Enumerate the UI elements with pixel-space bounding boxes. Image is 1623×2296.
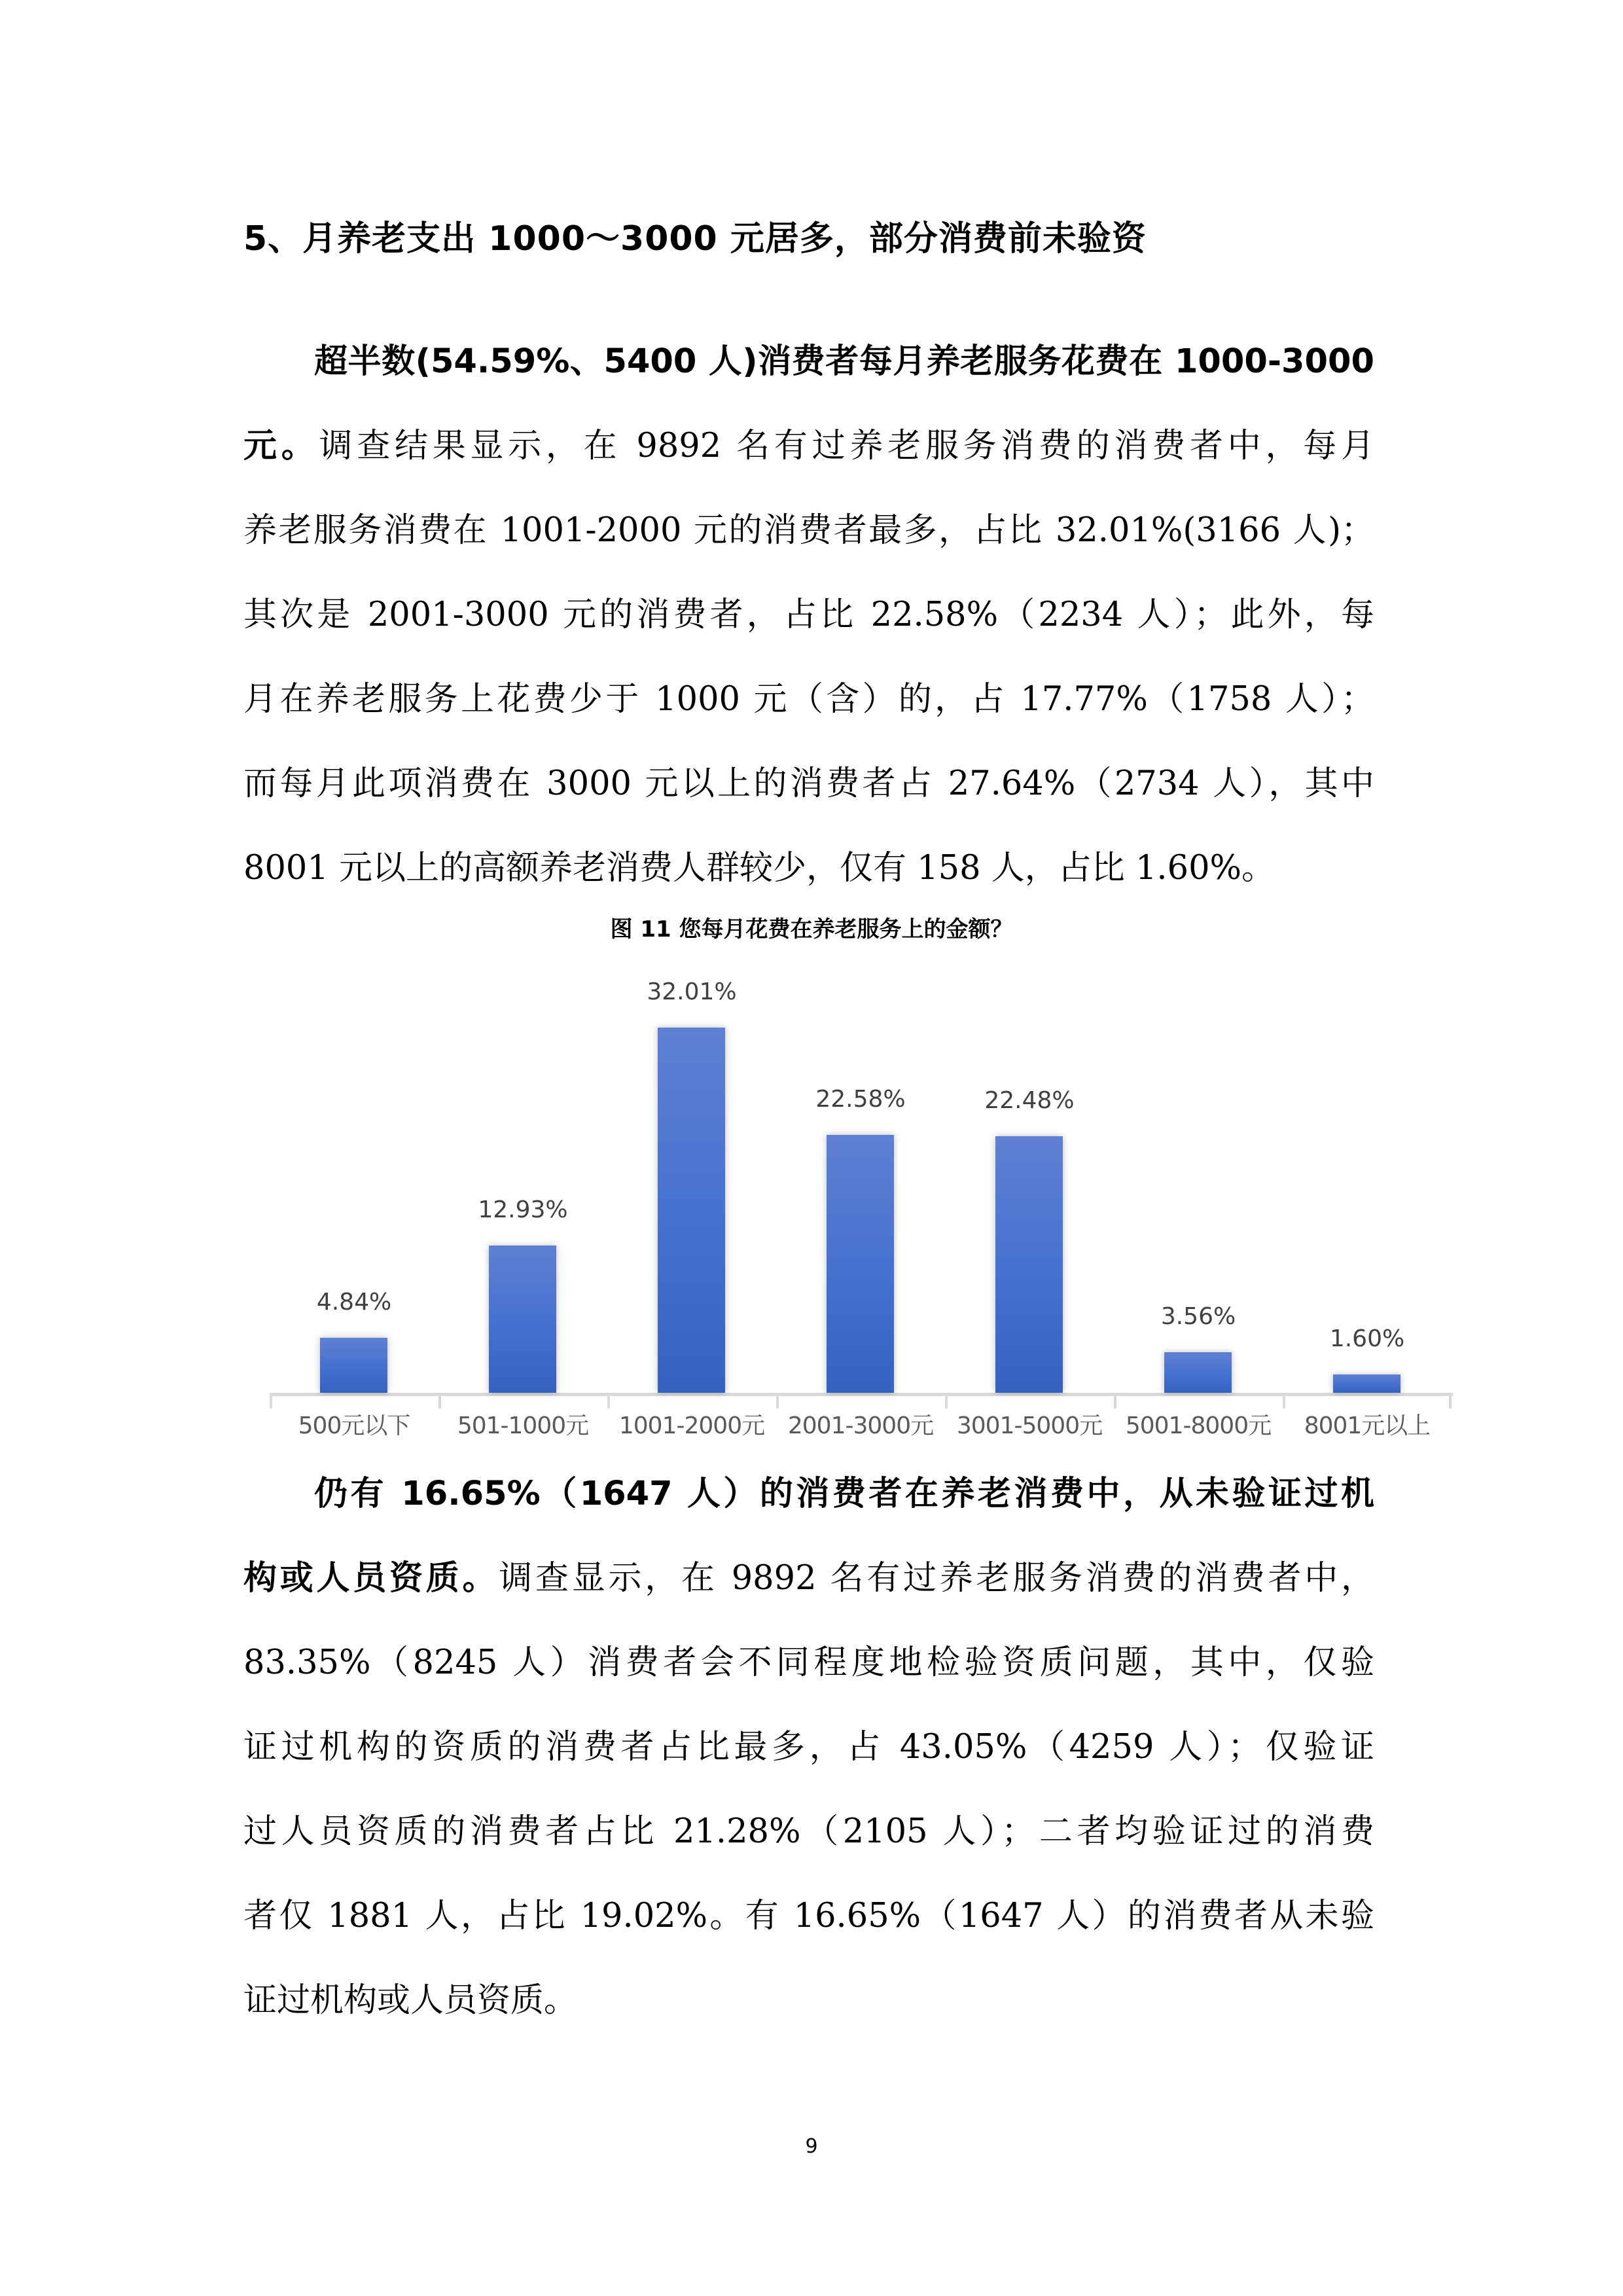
bar-group	[607, 969, 776, 1440]
x-axis-label: 3001-5000元	[956, 1412, 1103, 1439]
bar-group	[270, 969, 438, 1440]
figure-caption: 图 11 您每月花费在养老服务上的金额？	[610, 916, 1013, 942]
para-line: 构或人员资质。调查显示，在 9892 名有过养老服务消费的消费者中，	[243, 1559, 1374, 1598]
bar	[827, 1135, 894, 1393]
x-axis-label: 8001元以上	[1304, 1412, 1431, 1439]
para-line: 8001 元以上的高额养老消费人群较少，仅有 158 人，占比 1.60%。	[243, 849, 1275, 888]
para-line: 过人员资质的消费者占比 21.28%（2105 人）；二者均验证过的消费	[243, 1812, 1374, 1851]
bar-group	[438, 969, 607, 1440]
bar-value-label: 4.84%	[316, 1288, 392, 1316]
x-axis-label: 1001-2000元	[618, 1412, 765, 1439]
bar-group	[1114, 969, 1283, 1440]
paragraph-qualification	[243, 1452, 1374, 2043]
bar	[320, 1338, 387, 1393]
bar-group	[945, 969, 1114, 1440]
bar	[1333, 1374, 1400, 1393]
x-axis-label: 500元以下	[298, 1412, 410, 1439]
bar-value-label: 32.01%	[647, 978, 737, 1006]
paragraph-spending	[243, 319, 1374, 910]
bar	[1164, 1352, 1232, 1393]
bar-group	[1283, 969, 1452, 1440]
section-heading: 5、月养老支出 1000～3000 元居多，部分消费前未验资	[243, 219, 1147, 259]
para-line: 养老服务消费在 1001-2000 元的消费者最多，占比 32.01%(3166 人)；	[243, 511, 1374, 550]
bar	[658, 1028, 725, 1393]
para-line: 83.35%（8245 人）消费者会不同程度地检验资质问题，其中，仅验	[243, 1643, 1374, 1682]
bar	[995, 1136, 1063, 1393]
para-line: 其次是 2001-3000 元的消费者，占比 22.58%（2234 人）；此外，每	[243, 596, 1374, 634]
para-line: 月在养老服务上花费少于 1000 元（含）的，占 17.77%（1758 人）；	[243, 680, 1374, 719]
bar-chart	[270, 969, 1453, 1440]
x-axis-tick	[1449, 1393, 1452, 1408]
para-line: 证过机构或人员资质。	[243, 1981, 578, 2020]
page-number: 9	[805, 2135, 818, 2158]
bar-value-label: 22.48%	[984, 1087, 1075, 1115]
para-line: 者仅 1881 人，占比 19.02%。有 16.65%（1647 人）的消费者从未验	[243, 1897, 1374, 1935]
para-line: 超半数(54.59%、5400 人)消费者每月养老服务花费在 1000-3000	[314, 342, 1374, 381]
bar-group	[776, 969, 945, 1440]
bar-value-label: 12.93%	[478, 1196, 568, 1223]
para-line: 仍有 16.65%（1647 人）的消费者在养老消费中，从未验证过机	[314, 1475, 1374, 1513]
bar-value-label: 3.56%	[1160, 1302, 1236, 1330]
bar	[489, 1246, 556, 1393]
para-line: 元。调查结果显示，在 9892 名有过养老服务消费的消费者中，每月	[243, 427, 1374, 465]
x-axis-label: 2001-3000元	[787, 1412, 934, 1439]
para-line: 而每月此项消费在 3000 元以上的消费者占 27.64%（2734 人），其中	[243, 764, 1374, 803]
bar-value-label: 22.58%	[815, 1086, 906, 1113]
x-axis-label: 501-1000元	[457, 1412, 589, 1439]
x-axis-label: 5001-8000元	[1125, 1412, 1272, 1439]
para-line: 证过机构的资质的消费者占比最多，占 43.05%（4259 人）；仅验证	[243, 1728, 1374, 1767]
bar-value-label: 1.60%	[1329, 1325, 1405, 1353]
